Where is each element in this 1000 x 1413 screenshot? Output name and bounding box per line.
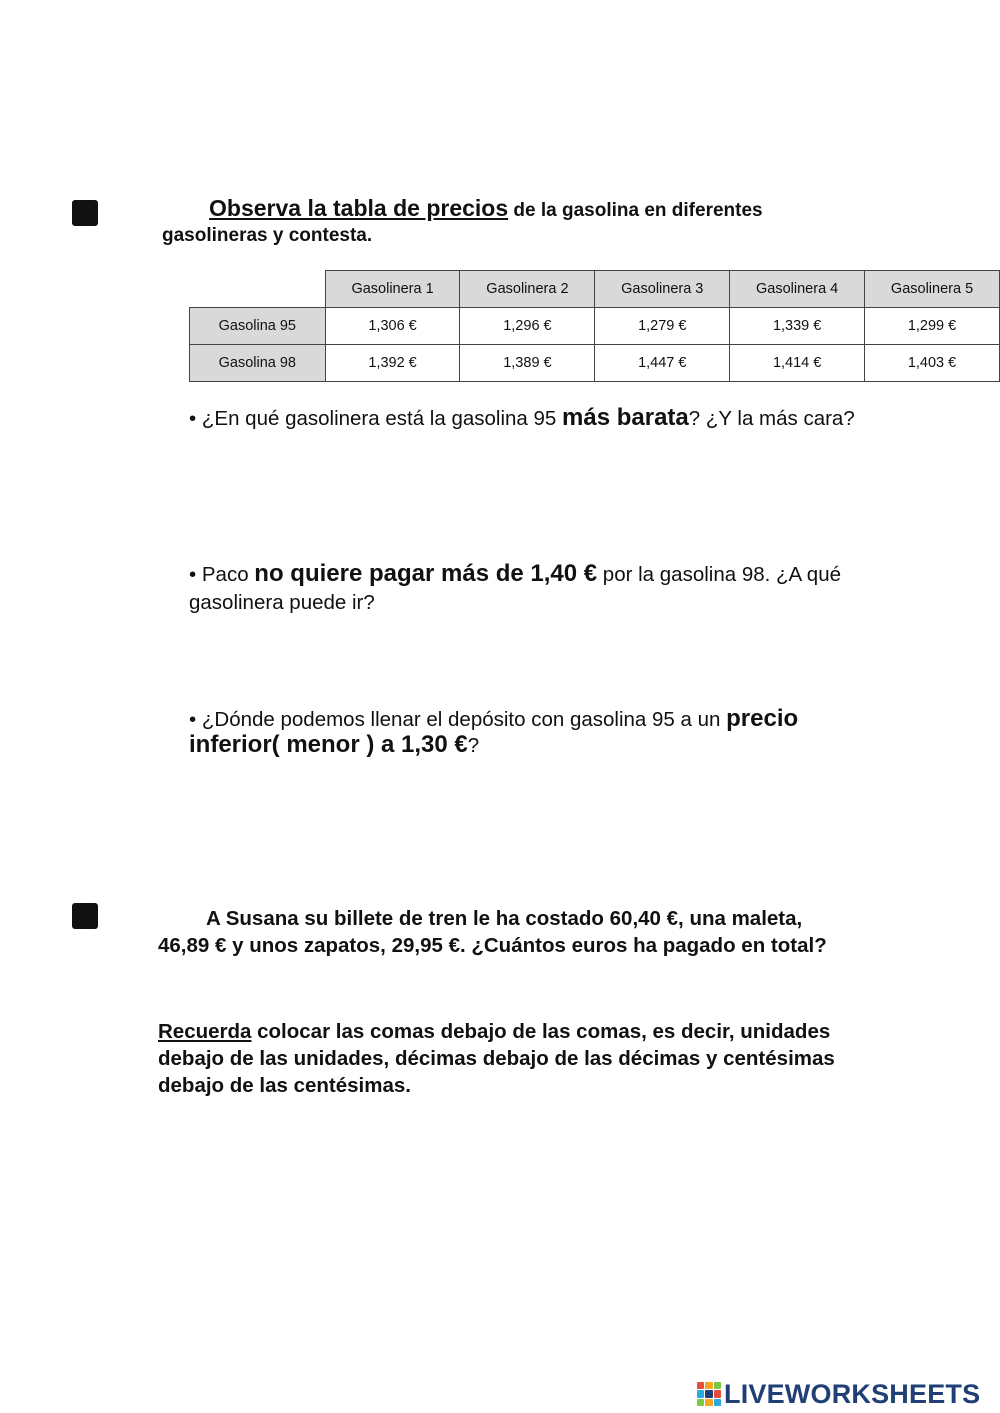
- column-header: Gasolinera 4: [730, 271, 865, 308]
- reminder-label: Recuerda: [158, 1020, 252, 1043]
- exercise-2-reminder: [158, 1018, 848, 1099]
- price-cell: 1,389 €: [460, 345, 595, 382]
- question-1: [189, 404, 869, 433]
- logo-icon-tile: [705, 1399, 712, 1406]
- exercise-1-instructions: [162, 196, 802, 248]
- exercise-1-title-rest: de la gasolina en diferentes gasolineras y contesta.: [162, 200, 763, 246]
- column-header: Gasolinera 5: [865, 271, 1000, 308]
- price-cell: 1,392 €: [325, 345, 460, 382]
- exercise-1-title-bold: Observa la tabla de precios: [209, 195, 509, 221]
- price-table: [189, 270, 1000, 382]
- column-header: Gasolinera 2: [460, 271, 595, 308]
- question-3-emphasis: precio inferior( menor ) a 1,30 €: [189, 705, 799, 758]
- exercise-2-problem: [158, 905, 848, 959]
- price-cell: 1,306 €: [325, 308, 460, 345]
- exercise-1-marker: [72, 200, 98, 226]
- price-cell: 1,447 €: [595, 345, 730, 382]
- logo-icon-tile: [697, 1390, 704, 1397]
- liveworksheets-logo-text: LIVEWORKSHEETS: [724, 1378, 981, 1409]
- question-1-text-end: ? ¿Y la más cara?: [688, 407, 855, 430]
- table-row: [190, 308, 1000, 345]
- question-2-text: • Paco: [189, 563, 255, 586]
- logo-icon-tile: [714, 1399, 721, 1406]
- logo-icon-tile: [714, 1382, 721, 1389]
- logo-icon-tile: [697, 1382, 704, 1389]
- question-1-emphasis: más barata: [562, 404, 689, 431]
- reminder-text: colocar las comas debajo de las comas, es decir, unidades debajo de las unidades, décimas debajo de las décimas y centésimas debajo de las centésimas.: [158, 1020, 835, 1097]
- logo-icon-tile: [705, 1382, 712, 1389]
- price-cell: 1,339 €: [730, 308, 865, 345]
- price-cell: 1,414 €: [730, 345, 865, 382]
- price-cell: 1,403 €: [865, 345, 1000, 382]
- price-cell: 1,296 €: [460, 308, 595, 345]
- liveworksheets-logo-icon: [697, 1382, 721, 1406]
- question-3-text: • ¿Dónde podemos llenar el depósito con gasolina 95 a un: [189, 708, 727, 731]
- exercise-2-marker: [72, 903, 98, 929]
- price-cell: 1,299 €: [865, 308, 1000, 345]
- liveworksheets-logo: [697, 1377, 980, 1411]
- question-3: [189, 706, 829, 758]
- question-3-text-end: ?: [467, 734, 480, 757]
- row-header: Gasolina 98: [190, 345, 326, 382]
- price-cell: 1,279 €: [595, 308, 730, 345]
- question-1-text: • ¿En qué gasolinera está la gasolina 95: [189, 407, 563, 430]
- table-header-row: [190, 271, 1000, 308]
- column-header: Gasolinera 3: [595, 271, 730, 308]
- table-row: [190, 345, 1000, 382]
- question-2-text-end: por la gasolina 98. ¿A qué gasolinera puede ir?: [189, 563, 841, 614]
- exercise-2-text: A Susana su billete de tren le ha costado 60,40 €, una maleta, 46,89 € y unos zapatos, 29,95 €. ¿Cuántos euros ha pagado en total?: [158, 907, 827, 957]
- row-header: Gasolina 95: [190, 308, 326, 345]
- column-header: Gasolinera 1: [325, 271, 460, 308]
- logo-icon-tile: [705, 1390, 712, 1397]
- table-corner-cell: [190, 271, 326, 308]
- question-2: [189, 560, 869, 617]
- logo-icon-tile: [714, 1390, 721, 1397]
- question-2-emphasis: no quiere pagar más de 1,40 €: [254, 560, 598, 587]
- logo-icon-tile: [697, 1399, 704, 1406]
